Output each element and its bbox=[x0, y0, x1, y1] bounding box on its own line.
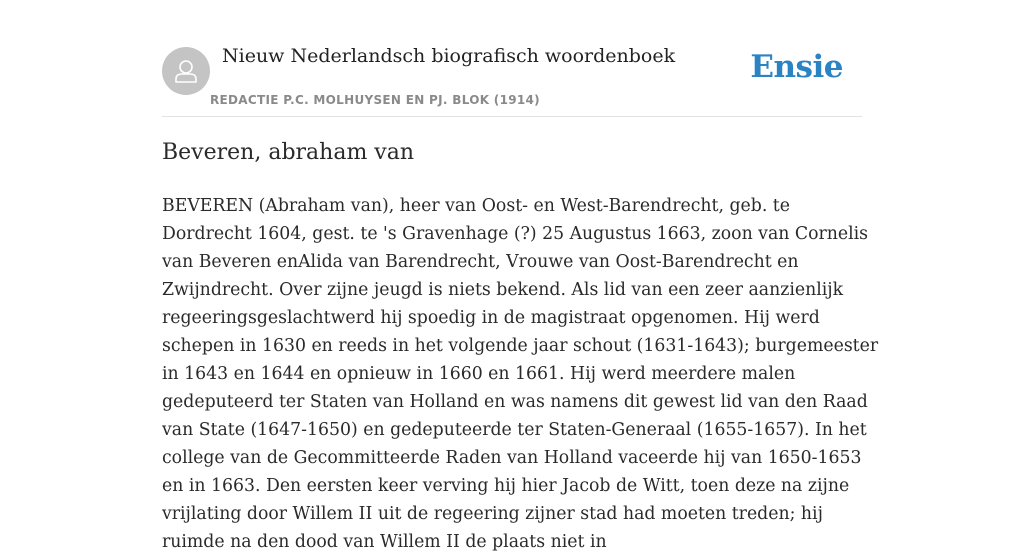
article-body: BEVEREN (Abraham van), heer van Oost- en West-Barendrecht, geb. te Dordrecht 1604, gest. te 's Gravenhage (?) 25 Augustus 1663, zoon van Cornelis van Beveren enAlida van Barendrecht, Vrouwe van Oost-Barendrecht en Zwijndrecht. Over zijne jeugd is niets bekend. Als lid van een zeer aanzienlijk regeeringsgeslachtwerd hij spoedig in de magistraat opgenomen. Hij werd schepen in 1630 en reeds in het volgende jaar schout (1631-1643); burgemeester in 1643 en 1644 en opnieuw in 1660 en 1661. Hij werd meerdere malen gedeputeerd ter Staten van Holland en was namens dit gewest lid van den Raad van State (1647-1650) en gedeputeerde ter Staten-Generaal (1655-1657). In het college van de Gecommitteerde Raden van Holland vaceerde hij van 1650-1653 en in 1663. Den eersten keer verving hij hier Jacob de Witt, toen deze na zijne vrijlating door Willem II uit de regeering zijner stad had moeten treden; hij ruimde na den dood van Willem II de plaats niet in bbox=[162, 196, 879, 552]
source-header bbox=[162, 40, 862, 117]
avatar[interactable] bbox=[162, 47, 210, 95]
ensie-logo[interactable]: Ensie bbox=[750, 49, 843, 85]
user-icon bbox=[172, 57, 200, 85]
source-subtitle: REDACTIE P.C. MOLHUYSEN EN PJ. BLOK (1914) bbox=[210, 93, 540, 107]
article-title: Beveren, abraham van bbox=[162, 140, 415, 165]
source-title[interactable]: Nieuw Nederlandsch biografisch woordenboek bbox=[222, 45, 676, 67]
